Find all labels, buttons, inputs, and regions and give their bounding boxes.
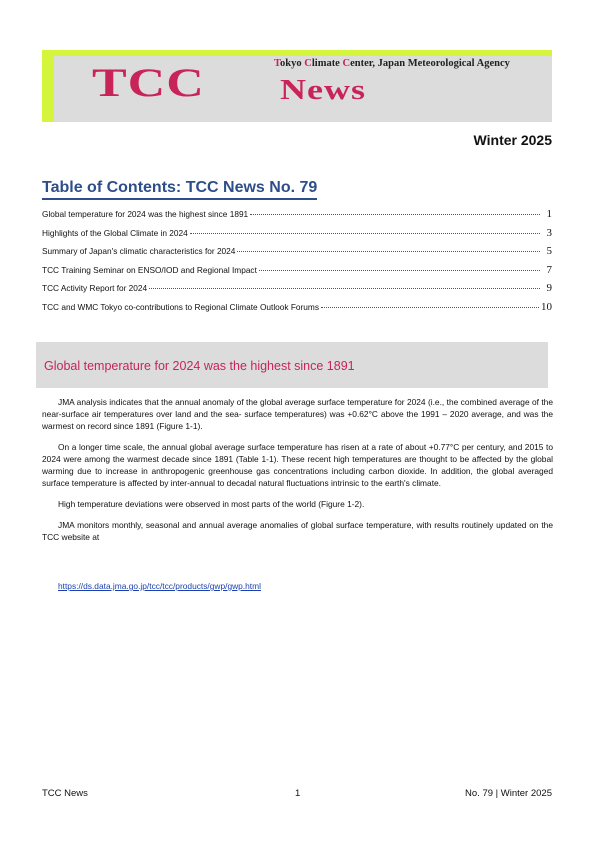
logo-tcc: TCC	[92, 60, 205, 106]
paragraph: JMA monitors monthly, seasonal and annual average anomalies of global surface temperature, with results routinely updated on the TCC website at	[42, 520, 553, 542]
toc-entry[interactable]	[42, 264, 552, 283]
toc-entry-title: Summary of Japan's climatic characteristics for 2024	[42, 246, 236, 256]
toc-entry[interactable]	[42, 227, 552, 246]
toc-entry-title: Highlights of the Global Climate in 2024	[42, 227, 188, 238]
toc-entry-page: 10	[541, 300, 552, 313]
toc-title: Table of Contents: TCC News No. 79	[42, 179, 317, 200]
gwp-link[interactable]: https://ds.data.jma.go.jp/tcc/tcc/products/gwp/gwp.html	[58, 581, 261, 591]
toc-entry-page: 5	[546, 245, 552, 257]
toc-entry-title: Global temperature for 2024 was the highest since 1891	[42, 209, 249, 219]
toc-leader	[149, 288, 540, 289]
footer-page-number: 1	[295, 788, 301, 799]
toc-leader	[190, 233, 540, 234]
agency-initial: C	[342, 58, 351, 69]
toc-leader	[250, 214, 540, 215]
toc-entry-page: 1	[546, 208, 552, 220]
toc-leader	[237, 251, 540, 252]
agency-text: okyo	[280, 58, 305, 69]
footer-publication: TCC News	[42, 788, 88, 799]
toc-entry-title: TCC Activity Report for 2024	[42, 283, 148, 293]
toc-leader	[321, 307, 539, 308]
paragraph: JMA analysis indicates that the annual anomaly of the global average surface temperature for 2024 (i.e., the combined average of the near-surface air temperatures over land and the sea- surface temperatures) was +0.62°C above the 1991 – 2020 average, and was the warmest on record since 1891 (Figure 1-1).	[42, 397, 553, 431]
footer-issue: No. 79 | Winter 2025	[465, 788, 552, 799]
paragraph: On a longer time scale, the annual global average surface temperature has risen at a rate of about +0.77°C per century, and 2015 to 2024 were among the warmest decade since 1891 (Table 1-1). These recent high temperatures are thought to be affected by the global warming due to increase in anthropogenic greenhouse gas concentrations including carbon dioxide. In addition, the global averaged surface temperature is affected by inter-annual to decadal natural fluctuations intrinsic to the earth's climate.	[42, 442, 553, 488]
toc-leader	[259, 270, 540, 271]
logo-news: News	[280, 73, 366, 106]
toc-entry[interactable]	[42, 301, 552, 320]
toc-entry-page: 3	[546, 226, 552, 239]
toc-entry[interactable]	[42, 208, 552, 227]
toc-entry[interactable]	[42, 282, 552, 301]
agency-name	[274, 58, 510, 69]
toc-entry[interactable]	[42, 245, 552, 264]
agency-text: enter, Japan Meteorological Agency	[350, 58, 510, 69]
toc-entry-page: 7	[546, 263, 552, 276]
issue-date: Winter 2025	[473, 132, 552, 148]
toc-entry-title: TCC Training Seminar on ENSO/IOD and Regional Impact	[42, 264, 257, 275]
agency-initial: C	[304, 58, 312, 69]
toc-entry-page: 9	[546, 282, 552, 294]
paragraph: High temperature deviations were observed in most parts of the world (Figure 1-2).	[58, 499, 365, 509]
agency-initial: T	[274, 58, 281, 69]
section-title: Global temperature for 2024 was the highest since 1891	[44, 359, 355, 373]
article-body	[42, 396, 553, 552]
toc-entry-title: TCC and WMC Tokyo co-contributions to Regional Climate Outlook Forums	[42, 301, 319, 312]
table-of-contents	[42, 208, 552, 319]
agency-text: limate	[311, 58, 343, 69]
